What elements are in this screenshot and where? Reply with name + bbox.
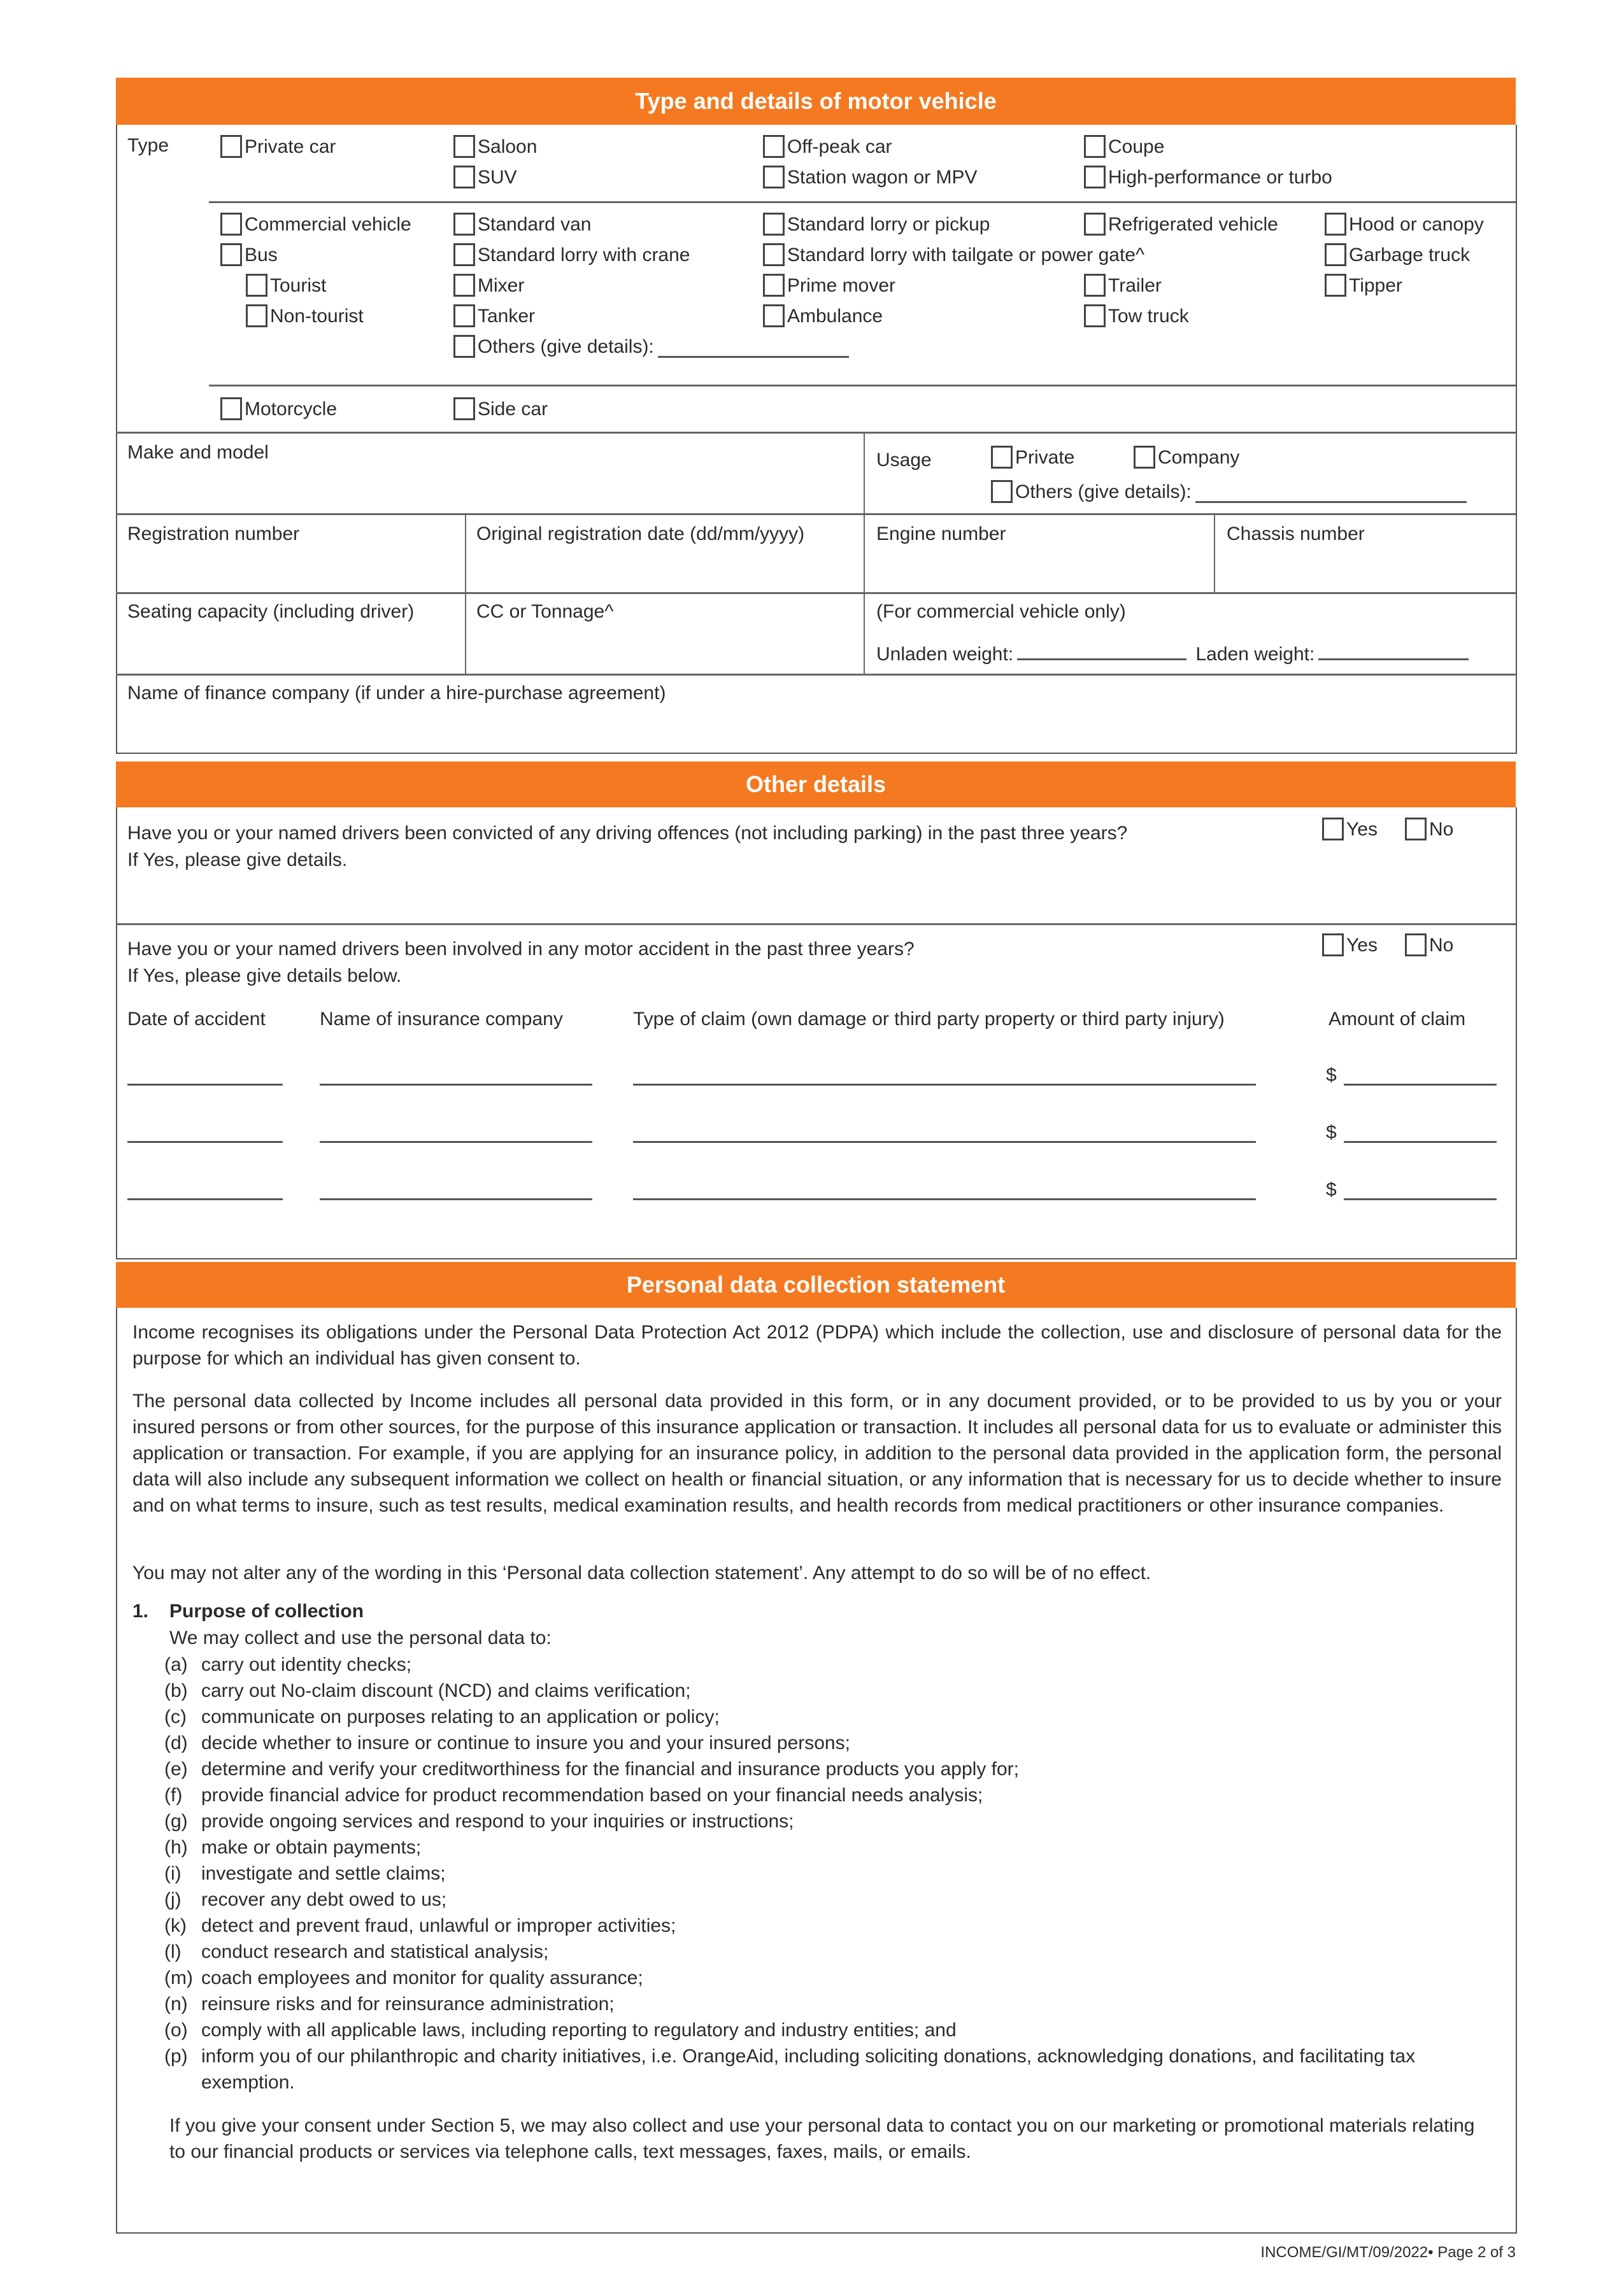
- purpose-number: 1.: [132, 1601, 149, 1622]
- checkbox-box-icon[interactable]: [1405, 933, 1427, 956]
- purpose-item: (d) decide whether to insure or continue to insure you and your insured persons;: [164, 1733, 850, 1754]
- seating-capacity-label: Seating capacity (including driver): [127, 601, 415, 622]
- accident-claim-type-field-2[interactable]: [633, 1141, 1256, 1143]
- consent-note: If you give your consent under Section 5, we may also collect and use your personal data to contact you on our marketing or promotional materials relating to our financial products or services via telephone calls, text messages, faxes, mails, or emails.: [169, 2115, 1475, 2162]
- purpose-item-continuation: exemption.: [201, 2072, 295, 2093]
- section-header-pdpa: [116, 1262, 1516, 1308]
- checkbox-box-icon[interactable]: [1084, 274, 1106, 297]
- make-model-label: Make and model: [127, 442, 269, 463]
- checkbox-box-icon[interactable]: [453, 213, 475, 236]
- checkbox-box-icon[interactable]: [246, 274, 267, 297]
- checkbox-box-icon[interactable]: [453, 274, 475, 297]
- checkbox-standard-van[interactable]: Standard van: [453, 213, 591, 236]
- col-date-of-accident: Date of accident: [127, 1009, 266, 1030]
- cc-tonnage-label: CC or Tonnage^: [476, 601, 614, 622]
- accident-date-field-2[interactable]: [127, 1141, 283, 1143]
- purpose-item: (c) communicate on purposes relating to an application or policy;: [164, 1706, 720, 1727]
- checkbox-box-icon[interactable]: [453, 166, 475, 188]
- checkbox-commercial-vehicle[interactable]: Commercial vehicle: [220, 213, 411, 236]
- checkbox-tanker[interactable]: Tanker: [453, 304, 535, 327]
- purpose-item: (o) comply with all applicable laws, including reporting to regulatory and industry entities; and: [164, 2020, 957, 2041]
- checkbox-box-icon[interactable]: [453, 135, 475, 158]
- checkbox-suv[interactable]: SUV: [453, 166, 517, 188]
- chassis-number-field[interactable]: [1227, 550, 1507, 586]
- checkbox-box-icon[interactable]: [763, 135, 785, 158]
- checkbox-hood-canopy[interactable]: Hood or canopy: [1325, 213, 1484, 236]
- checkbox-box-icon[interactable]: [1325, 274, 1346, 297]
- checkbox-box-icon[interactable]: [763, 243, 785, 266]
- unladen-weight-field[interactable]: [1017, 643, 1186, 660]
- checkbox-bus[interactable]: Bus: [220, 243, 278, 266]
- weights-line: [876, 643, 1469, 665]
- checkbox-off-peak-car[interactable]: Off-peak car: [763, 135, 892, 158]
- commercial-only-note: (For commercial vehicle only): [876, 601, 1126, 622]
- checkbox-box-icon[interactable]: [991, 480, 1013, 503]
- q2-yes-checkbox[interactable]: Yes: [1322, 933, 1378, 956]
- divider: [209, 201, 1516, 203]
- usage-label: Usage: [876, 450, 932, 471]
- usage-others-field[interactable]: [1195, 486, 1467, 503]
- checkbox-box-icon[interactable]: [1325, 243, 1346, 266]
- q2-question: Have you or your named drivers been involved in any motor accident in the past three years?: [127, 939, 915, 960]
- checkbox-box-icon[interactable]: [763, 304, 785, 327]
- pdpa-paragraph-3: You may not alter any of the wording in this ‘Personal data collection statement’. Any attempt to do so will be of no effect.: [132, 1563, 1151, 1584]
- checkbox-private-car[interactable]: Private car: [220, 135, 336, 158]
- section-title: Type and details of motor vehicle: [635, 88, 997, 114]
- purpose-item: (k) detect and prevent fraud, unlawful or improper activities;: [164, 1915, 676, 1936]
- checkbox-tow-truck[interactable]: Tow truck: [1084, 304, 1189, 327]
- checkbox-mixer[interactable]: Mixer: [453, 274, 524, 297]
- chassis-number-label: Chassis number: [1227, 523, 1365, 544]
- divider: [1214, 514, 1215, 593]
- checkbox-usage-others[interactable]: Others (give details):: [991, 480, 1467, 503]
- currency-symbol: $: [1326, 1065, 1337, 1086]
- divider: [116, 592, 1516, 594]
- divider: [116, 432, 1516, 434]
- checkbox-box-icon[interactable]: [1084, 135, 1106, 158]
- currency-symbol: $: [1326, 1122, 1337, 1143]
- checkbox-trailer[interactable]: Trailer: [1084, 274, 1162, 297]
- divider: [116, 923, 1516, 925]
- checkbox-box-icon[interactable]: [991, 446, 1013, 469]
- accident-company-field-3[interactable]: [320, 1198, 592, 1200]
- accident-amount-field-2[interactable]: [1344, 1141, 1497, 1143]
- checkbox-box-icon[interactable]: [1322, 933, 1344, 956]
- accident-date-field-1[interactable]: [127, 1084, 283, 1086]
- checkbox-box-icon[interactable]: [220, 213, 242, 236]
- purpose-intro: We may collect and use the personal data to:: [169, 1627, 552, 1648]
- checkbox-lorry-crane[interactable]: Standard lorry with crane: [453, 243, 690, 266]
- purpose-item: (e) determine and verify your creditworthiness for the financial and insurance products you apply for;: [164, 1759, 1020, 1780]
- checkbox-box-icon[interactable]: [1084, 304, 1106, 327]
- checkbox-others-commercial[interactable]: Others (give details):: [453, 335, 849, 358]
- checkbox-non-tourist[interactable]: Non-tourist: [246, 304, 364, 327]
- engine-number-field[interactable]: [876, 550, 1207, 586]
- checkbox-box-icon[interactable]: [453, 335, 475, 358]
- divider: [209, 385, 1516, 386]
- col-type-of-claim: Type of claim (own damage or third party property or third party injury): [633, 1009, 1225, 1030]
- purpose-item: (i) investigate and settle claims;: [164, 1863, 446, 1884]
- purpose-item: (j) recover any debt owed to us;: [164, 1889, 447, 1910]
- accident-claim-type-field-1[interactable]: [633, 1084, 1256, 1086]
- accident-company-field-1[interactable]: [320, 1084, 592, 1086]
- seating-capacity-field[interactable]: [127, 630, 459, 669]
- checkbox-high-performance[interactable]: High-performance or turbo: [1084, 166, 1332, 188]
- pdpa-paragraph-1: Income recognises its obligations under the Personal Data Protection Act 2012 (PDPA) which include the collection, use and disclosure of personal data for the purpose for which an individual has given consent to.: [132, 1322, 1502, 1369]
- checkbox-tipper[interactable]: Tipper: [1325, 274, 1402, 297]
- make-model-field[interactable]: [132, 469, 852, 507]
- checkbox-box-icon[interactable]: [1322, 818, 1344, 840]
- col-amount-of-claim: Amount of claim: [1328, 1009, 1466, 1030]
- section-header-vehicle: [116, 78, 1516, 125]
- checkbox-box-icon[interactable]: [220, 243, 242, 266]
- q1-details-field[interactable]: [127, 876, 1503, 917]
- purpose-item: (f) provide financial advice for product recommendation based on your financial needs analysis;: [164, 1785, 983, 1806]
- divider: [465, 514, 466, 675]
- other-details-box: [116, 807, 1517, 1259]
- checkbox-box-icon[interactable]: [220, 397, 242, 420]
- checkbox-box-icon[interactable]: [453, 304, 475, 327]
- currency-symbol: $: [1326, 1179, 1337, 1200]
- checkbox-box-icon[interactable]: [1084, 213, 1106, 236]
- section-title: Personal data collection statement: [626, 1272, 1006, 1298]
- divider: [116, 513, 1516, 515]
- checkbox-box-icon[interactable]: [453, 243, 475, 266]
- page-footer: INCOME/GI/MT/09/2022• Page 2 of 3: [1260, 2244, 1516, 2261]
- laden-weight-label: Laden weight:: [1195, 644, 1315, 665]
- accident-date-field-3[interactable]: [127, 1198, 283, 1200]
- q1-followup: If Yes, please give details.: [127, 849, 348, 870]
- registration-number-field[interactable]: [127, 550, 459, 586]
- checkbox-box-icon[interactable]: [1325, 213, 1346, 236]
- checkbox-garbage-truck[interactable]: Garbage truck: [1325, 243, 1470, 266]
- checkbox-usage-private[interactable]: Private: [991, 446, 1074, 469]
- finance-company-field[interactable]: [127, 709, 1503, 745]
- checkbox-saloon[interactable]: Saloon: [453, 135, 537, 158]
- registration-date-label: Original registration date (dd/mm/yyyy): [476, 523, 805, 544]
- checkbox-prime-mover[interactable]: Prime mover: [763, 274, 895, 297]
- checkbox-side-car[interactable]: Side car: [453, 397, 548, 420]
- accident-company-field-2[interactable]: [320, 1141, 592, 1143]
- checkbox-box-icon[interactable]: [453, 397, 475, 420]
- purpose-item: (h) make or obtain payments;: [164, 1837, 422, 1858]
- purpose-item: (a) carry out identity checks;: [164, 1654, 412, 1675]
- accident-amount-field-3[interactable]: [1344, 1198, 1497, 1200]
- purpose-item: (g) provide ongoing services and respond to your inquiries or instructions;: [164, 1811, 794, 1832]
- section-header-other-details: [116, 762, 1516, 807]
- q2-no-checkbox[interactable]: No: [1405, 933, 1453, 956]
- checkbox-refrigerated[interactable]: Refrigerated vehicle: [1084, 213, 1278, 236]
- type-label: Type: [127, 135, 169, 156]
- pdpa-paragraph-2: The personal data collected by Income includes all personal data provided in this form, or in any document provided, or to be provided to us by you or your insured persons or from other sources, for the purpose of this insurance application or transaction. It includes all personal data for us to evaluate or administer this application or transaction. For example, if you are applying for an insurance policy, in addition to the personal data provided in the application form, the personal data will also include any subsequent information we collect on health or financial situation, or any information that is necessary for us to decide whether to insure and on what terms to insure, such as test results, medical examination results, and health records from medical practitioners or other insurance companies.: [132, 1391, 1502, 1516]
- purpose-item: (n) reinsure risks and for reinsurance administration;: [164, 1994, 615, 2015]
- unladen-weight-label: Unladen weight:: [876, 644, 1014, 665]
- col-insurance-company: Name of insurance company: [320, 1009, 563, 1030]
- others-details-field[interactable]: [658, 341, 849, 358]
- checkbox-ambulance[interactable]: Ambulance: [763, 304, 883, 327]
- engine-number-label: Engine number: [876, 523, 1006, 544]
- accident-claim-type-field-3[interactable]: [633, 1198, 1256, 1200]
- cc-tonnage-field[interactable]: [476, 630, 856, 669]
- registration-number-label: Registration number: [127, 523, 300, 544]
- purpose-heading: 1. Purpose of collection: [132, 1601, 364, 1622]
- checkbox-lorry-tailgate[interactable]: Standard lorry with tailgate or power gate^: [763, 243, 1144, 266]
- purpose-item: (p) inform you of our philanthropic and charity initiatives, i.e. OrangeAid, including soliciting donations, acknowledging donations, and facilitating tax: [164, 2046, 1416, 2067]
- accident-amount-field-1[interactable]: [1344, 1084, 1497, 1086]
- checkbox-box-icon[interactable]: [763, 166, 785, 188]
- q2-followup: If Yes, please give details below.: [127, 965, 402, 986]
- checkbox-station-wagon[interactable]: Station wagon or MPV: [763, 166, 978, 188]
- purpose-item: (b) carry out No-claim discount (NCD) and claims verification;: [164, 1680, 691, 1701]
- checkbox-motorcycle[interactable]: Motorcycle: [220, 397, 337, 420]
- checkbox-box-icon[interactable]: [763, 274, 785, 297]
- purpose-item: (l) conduct research and statistical analysis;: [164, 1941, 549, 1962]
- laden-weight-field[interactable]: [1318, 643, 1469, 660]
- section-title: Other details: [745, 771, 887, 797]
- checkbox-tourist[interactable]: Tourist: [246, 274, 326, 297]
- divider: [116, 674, 1516, 676]
- checkbox-box-icon[interactable]: [246, 304, 267, 327]
- q1-question: Have you or your named drivers been convicted of any driving offences (not including parking) in the past three years?: [127, 823, 1128, 844]
- checkbox-lorry-pickup[interactable]: Standard lorry or pickup: [763, 213, 990, 236]
- q1-yes-checkbox[interactable]: Yes: [1322, 818, 1378, 840]
- checkbox-box-icon[interactable]: [220, 135, 242, 158]
- divider: [864, 433, 865, 675]
- checkbox-box-icon[interactable]: [1084, 166, 1106, 188]
- checkbox-coupe[interactable]: Coupe: [1084, 135, 1164, 158]
- registration-date-field[interactable]: [476, 550, 856, 586]
- checkbox-usage-company[interactable]: Company: [1134, 446, 1239, 469]
- checkbox-box-icon[interactable]: [763, 213, 785, 236]
- checkbox-box-icon[interactable]: [1405, 818, 1427, 840]
- finance-company-label: Name of finance company (if under a hire-purchase agreement): [127, 683, 666, 704]
- q1-no-checkbox[interactable]: No: [1405, 818, 1453, 840]
- checkbox-box-icon[interactable]: [1134, 446, 1155, 469]
- purpose-item: (m) coach employees and monitor for quality assurance;: [164, 1967, 643, 1988]
